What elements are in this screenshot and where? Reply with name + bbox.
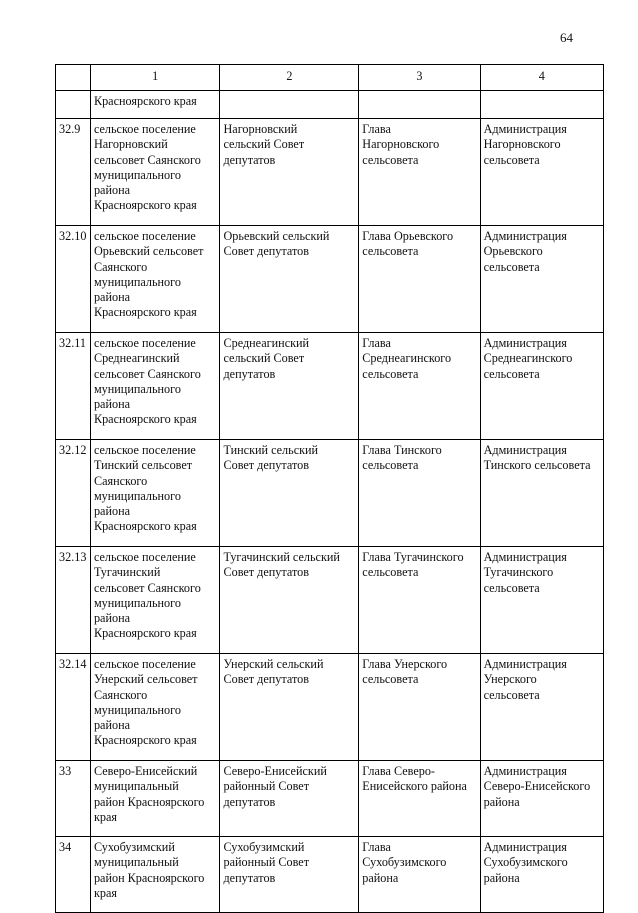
table-row bbox=[56, 547, 604, 654]
cell-text: Унерский сельский Совет депутатов bbox=[223, 657, 324, 687]
table-cell bbox=[220, 119, 359, 226]
cell-text: Глава Среднеагинского сельсовета bbox=[362, 336, 452, 381]
table-cell bbox=[220, 547, 359, 654]
cell-text: Администрация Тинского сельсовета bbox=[483, 443, 591, 473]
cell-text: Тинский сельский Совет депутатов bbox=[223, 443, 319, 473]
cell-text: Администрация Северо-Енисейского района bbox=[483, 764, 591, 809]
table-cell bbox=[56, 91, 91, 119]
cell-text: 32.12 bbox=[59, 443, 87, 457]
table-cell bbox=[90, 333, 220, 440]
table-cell bbox=[480, 333, 603, 440]
cell-text: Глава Тинского сельсовета bbox=[362, 443, 442, 473]
cell-text: 32.14 bbox=[59, 657, 87, 671]
table-cell bbox=[56, 547, 91, 654]
table-cell bbox=[359, 547, 480, 654]
cell-text: сельское поселение Тинский сельсовет Саянского муниципального района Красноярского края bbox=[93, 443, 197, 534]
cell-text: Администрация Орьевского сельсовета bbox=[483, 229, 567, 274]
cell-text: Администрация Среднеагинского сельсовета bbox=[483, 336, 573, 381]
cell-text: 33 bbox=[59, 764, 72, 778]
cell-text: 34 bbox=[59, 840, 72, 854]
cell-text: Тугачинский сельский Совет депутатов bbox=[223, 550, 340, 580]
table-cell bbox=[359, 91, 480, 119]
cell-text: Сухобузимский муниципальный район Красноярского края bbox=[93, 840, 205, 900]
cell-text: сельское поселение Среднеагинский сельсовет Саянского муниципального района Красноярского края bbox=[93, 336, 201, 427]
table-cell bbox=[56, 333, 91, 440]
header-cell: 1 bbox=[90, 65, 220, 91]
table-cell bbox=[220, 333, 359, 440]
cell-text: Глава Тугачинского сельсовета bbox=[362, 550, 464, 580]
table-row bbox=[56, 226, 604, 333]
cell-text: 32.11 bbox=[59, 336, 86, 350]
cell-text: сельское поселение Нагорновский сельсовет Саянского муниципального района Красноярского края bbox=[93, 122, 201, 213]
table-row bbox=[56, 91, 604, 119]
table-cell bbox=[480, 119, 603, 226]
cell-text: сельское поселение Унерский сельсовет Саянского муниципального района Красноярского края bbox=[93, 657, 198, 748]
table-row bbox=[56, 837, 604, 913]
table-cell bbox=[359, 654, 480, 761]
header-cell: 2 bbox=[220, 65, 359, 91]
table-row bbox=[56, 119, 604, 226]
table-cell bbox=[56, 837, 91, 913]
cell-text: Сухобузимский районный Совет депутатов bbox=[223, 840, 310, 885]
table-row bbox=[56, 333, 604, 440]
table-cell bbox=[480, 91, 603, 119]
table-cell bbox=[90, 91, 220, 119]
table-row bbox=[56, 440, 604, 547]
cell-text: Северо-Енисейский муниципальный район Красноярского края bbox=[93, 764, 205, 824]
table-cell bbox=[480, 547, 603, 654]
cell-text: Глава Орьевского сельсовета bbox=[362, 229, 454, 259]
table-cell bbox=[56, 654, 91, 761]
table-cell bbox=[90, 837, 220, 913]
table-cell bbox=[359, 440, 480, 547]
table-cell bbox=[480, 654, 603, 761]
table-cell bbox=[359, 226, 480, 333]
table-cell bbox=[90, 547, 220, 654]
cell-text: 32.10 bbox=[59, 229, 87, 243]
table-cell bbox=[359, 837, 480, 913]
document-table bbox=[55, 64, 604, 913]
cell-text: Администрация Тугачинского сельсовета bbox=[483, 550, 567, 595]
table-cell bbox=[359, 333, 480, 440]
cell-text: Среднеагинский сельский Совет депутатов bbox=[223, 336, 310, 381]
table-cell bbox=[220, 91, 359, 119]
table-cell bbox=[359, 761, 480, 837]
table-cell bbox=[220, 226, 359, 333]
cell-text: 32.13 bbox=[59, 550, 87, 564]
table-cell bbox=[359, 119, 480, 226]
header-cell: 3 bbox=[359, 65, 480, 91]
table-cell bbox=[480, 837, 603, 913]
table-cell bbox=[220, 837, 359, 913]
cell-text: Нагорновский сельский Совет депутатов bbox=[223, 122, 305, 167]
cell-text: Глава Нагорновского сельсовета bbox=[362, 122, 440, 167]
table-cell bbox=[220, 440, 359, 547]
table-cell bbox=[56, 761, 91, 837]
table-cell bbox=[90, 440, 220, 547]
table-cell bbox=[90, 654, 220, 761]
cell-text: сельское поселение Орьевский сельсовет Саянского муниципального района Красноярского края bbox=[93, 229, 204, 320]
table-row bbox=[56, 761, 604, 837]
table-cell bbox=[90, 761, 220, 837]
table-header-row bbox=[56, 65, 604, 91]
cell-text: сельское поселение Тугачинский сельсовет Саянского муниципального района Красноярского края bbox=[93, 550, 201, 641]
cell-text: Администрация Унерского сельсовета bbox=[483, 657, 567, 702]
cell-text: Администрация Нагорновского сельсовета bbox=[483, 122, 567, 167]
table-cell bbox=[480, 226, 603, 333]
page-number: 64 bbox=[560, 30, 573, 45]
table-cell bbox=[56, 226, 91, 333]
cell-text: 32.9 bbox=[59, 122, 81, 136]
table-row bbox=[56, 654, 604, 761]
cell-text: Глава Северо- Енисейского района bbox=[362, 764, 467, 794]
cell-text: Глава Унерского сельсовета bbox=[362, 657, 448, 687]
table-cell bbox=[90, 119, 220, 226]
table-cell bbox=[220, 654, 359, 761]
table-cell bbox=[220, 761, 359, 837]
table-cell bbox=[480, 440, 603, 547]
cell-text: Северо-Енисейский районный Совет депутатов bbox=[223, 764, 327, 809]
cell-text: Орьевский сельский Совет депутатов bbox=[223, 229, 330, 259]
header-cell bbox=[56, 65, 91, 91]
table-cell bbox=[480, 761, 603, 837]
cell-text: Красноярского края bbox=[93, 94, 197, 108]
table-cell bbox=[56, 119, 91, 226]
cell-text: Администрация Сухобузимского района bbox=[483, 840, 568, 885]
table-cell bbox=[90, 226, 220, 333]
table-cell bbox=[56, 440, 91, 547]
header-cell: 4 bbox=[480, 65, 603, 91]
cell-text: Глава Сухобузимского района bbox=[362, 840, 447, 885]
